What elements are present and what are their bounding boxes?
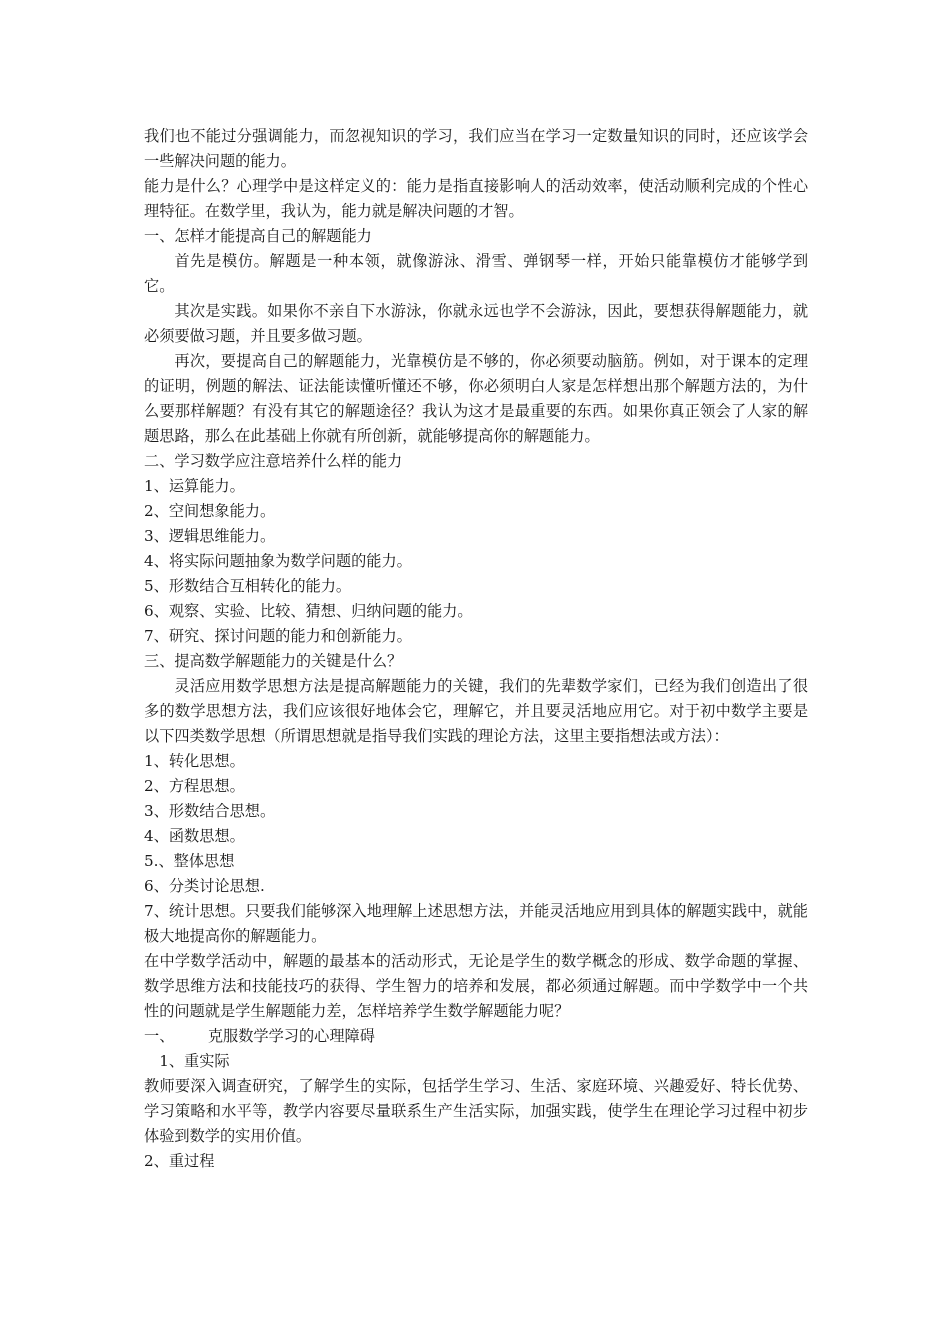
paragraph-problem-solving: 在中学数学活动中，解题的最基本的活动形式，无论是学生的数学概念的形成、数学命题的掌握、数学思维方法和技能技巧的获得、学生智力的培养和发展，都必须通过解题。而中学数学中一个共性的问题就是学生解题能力差，怎样培养学生数学解题能力呢？ [144, 952, 808, 1020]
item-heading: 2、重过程 [144, 1152, 215, 1170]
document-page [144, 124, 808, 1174]
list-item: 1、运算能力。 [144, 477, 245, 495]
section-heading-3: 三、提高数学解题能力的关键是什么？ [144, 652, 403, 670]
paragraph-ability-balance: 我们也不能过分强调能力，而忽视知识的学习，我们应当在学习一定数量知识的同时，还应该学会一些解决问题的能力。 [144, 127, 808, 170]
section-heading-1: 一、怎样才能提高自己的解题能力 [144, 227, 372, 245]
list-item: 6、观察、实验、比较、猜想、归纳问题的能力。 [144, 602, 473, 620]
subsection-number: 一、 [144, 1027, 175, 1045]
list-item: 1、转化思想。 [144, 752, 245, 770]
section-heading-2: 二、学习数学应注意培养什么样的能力 [144, 452, 403, 470]
list-item: 5.、整体思想 [144, 852, 235, 870]
list-item: 2、空间想象能力。 [144, 502, 276, 520]
list-item: 4、函数思想。 [144, 827, 245, 845]
paragraph-thinking: 再次，要提高自己的解题能力，光靠模仿是不够的，你必须要动脑筋。例如，对于课本的定理的证明，例题的解法、证法能读懂听懂还不够，你必须明白人家是怎样想出那个解题方法的，为什么要那样解题？有没有其它的解题途径？我认为这才是最重要的东西。如果你真正领会了人家的解题思路，那么在此基础上你就有所创新，就能够提高你的解题能力。 [144, 352, 808, 445]
item-heading: 1、重实际 [159, 1052, 230, 1070]
paragraph-practice: 其次是实践。如果你不亲自下水游泳，你就永远也学不会游泳，因此，要想获得解题能力，就必须要做习题，并且要多做习题。 [144, 302, 808, 345]
subsection-heading [144, 1024, 808, 1049]
list-item: 2、方程思想。 [144, 777, 245, 795]
paragraph-imitation: 首先是模仿。解题是一种本领，就像游泳、滑雪、弹钢琴一样，开始只能靠模仿才能够学到它。 [144, 252, 808, 295]
list-item: 3、形数结合思想。 [144, 802, 276, 820]
list-item: 7、研究、探讨问题的能力和创新能力。 [144, 627, 412, 645]
paragraph-math-thought: 灵活应用数学思想方法是提高解题能力的关键，我们的先辈数学家们，已经为我们创造出了很多的数学思想方法，我们应该很好地体会它，理解它，并且要灵活地应用它。对于初中数学主要是以下四类数学思想（所谓思想就是指导我们实践的理论方法，这里主要指想法或方法）： [144, 677, 808, 745]
list-item: 6、分类讨论思想. [144, 877, 265, 895]
list-item: 3、逻辑思维能力。 [144, 527, 276, 545]
paragraph-ability-definition: 能力是什么？心理学中是这样定义的：能力是指直接影响人的活动效率，使活动顺利完成的个性心理特征。在数学里，我认为，能力就是解决问题的才智。 [144, 177, 808, 220]
list-item: 4、将实际问题抽象为数学问题的能力。 [144, 552, 412, 570]
subsection-title: 克服数学学习的心理障碍 [207, 1027, 375, 1045]
paragraph-teacher-research: 教师要深入调查研究，了解学生的实际，包括学生学习、生活、家庭环境、兴趣爱好、特长优势、学习策略和水平等，教学内容要尽量联系生产生活实际，加强实践，使学生在理论学习过程中初步体验到数学的实用价值。 [144, 1077, 808, 1145]
list-item: 7、统计思想。只要我们能够深入地理解上述思想方法，并能灵活地应用到具体的解题实践中，就能极大地提高你的解题能力。 [144, 902, 808, 945]
list-item: 5、形数结合互相转化的能力。 [144, 577, 352, 595]
